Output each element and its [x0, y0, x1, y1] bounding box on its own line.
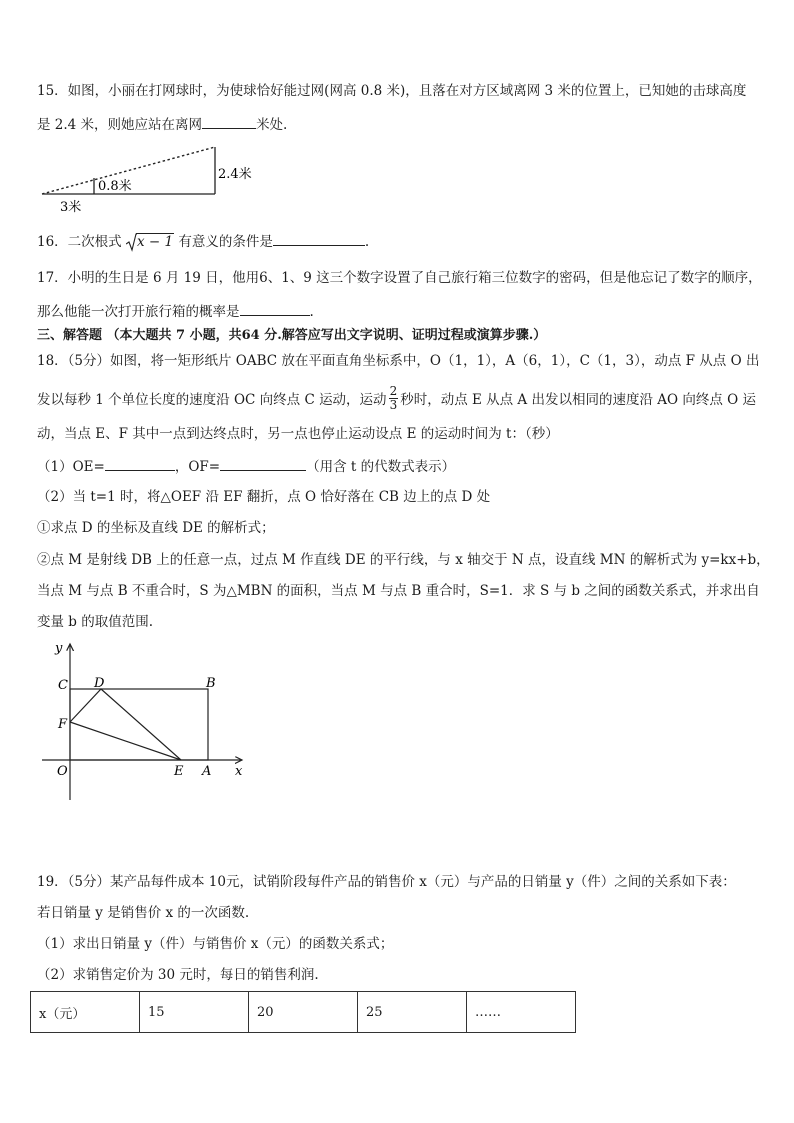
q18-part2: （2）当 t=1 时，将△OEF 沿 EF 翻折，点 O 恰好落在 CB 边上的点 D 处: [37, 489, 491, 505]
q16-text-end: .: [364, 234, 370, 250]
sqrt-radical-icon: [126, 233, 137, 252]
q18-label-a: A: [202, 764, 212, 779]
table-cell: ……: [467, 992, 576, 1033]
q18-p1-c: （用含 t 的代数式表示）: [306, 459, 456, 475]
q18-label-d: D: [94, 676, 105, 691]
table-cell-header: x（元）: [31, 992, 140, 1033]
q17-line1: 17．小明的生日是 6 月 19 日，他用6、1、9 这三个数字设置了自己旅行箱三位数字的密码，但是他忘记了数字的顺序，: [37, 270, 762, 286]
q16-answer-blank[interactable]: [273, 231, 365, 246]
q16-radicand: x − 1: [136, 234, 174, 250]
q18-oe-blank[interactable]: [105, 456, 175, 471]
q18-label-e: E: [174, 764, 184, 779]
section-3-heading: 三、解答题 （本大题共 7 小题，共64 分.解答应写出文字说明、证明过程或演算步骤.）: [37, 328, 547, 343]
q16-sqrt: [126, 232, 174, 252]
q18-line3: 动，当点 E、F 其中一点到达终点时，另一点也停止运动设点 E 的运动时间为 t：（秒）: [37, 426, 559, 442]
q19-part2: （2）求销售定价为 30 元时，每日的销售利润.: [37, 967, 319, 983]
q19-price-table: [30, 991, 576, 1033]
q15-label-net: 0.8米: [98, 179, 132, 194]
q18-figure: [38, 636, 258, 804]
q19-part1: （1）求出日销量 y（件）与销售价 x（元）的函数关系式；: [37, 936, 394, 952]
q15-label-height: 2.4米: [218, 167, 252, 182]
q18-frac-den: 3: [389, 398, 398, 412]
q17-text-a: 那么他能一次打开旅行箱的概率是: [37, 304, 240, 320]
q15-answer-blank[interactable]: [202, 114, 256, 129]
q18-p1-a: （1）OE=: [37, 459, 105, 475]
q15-text-b: 米处.: [256, 117, 288, 133]
q18-fraction: [389, 385, 399, 412]
q19-line2: 若日销量 y 是销售价 x 的一次函数.: [37, 905, 250, 921]
q18-p1-b: ，OF=: [174, 459, 221, 475]
q15-text-a: 是 2.4 米，则她应站在离网: [37, 117, 203, 133]
q17-line2: [37, 301, 314, 322]
q18-part1: [37, 456, 455, 477]
q18-line2: [37, 384, 757, 414]
q18-label-x: x: [235, 764, 243, 779]
q18-text-a: 发以每秒 1 个单位长度的速度沿 OC 向终点 C 运动，运动: [37, 392, 387, 408]
q18-label-y: y: [55, 641, 63, 656]
q18-label-f: F: [58, 717, 68, 732]
q18-frac-num: 2: [389, 384, 398, 398]
table-cell: 20: [249, 992, 358, 1033]
q18-of-blank[interactable]: [220, 456, 306, 471]
q18-part2-2c: 变量 b 的取值范围.: [37, 614, 154, 630]
q17-answer-blank[interactable]: [240, 301, 310, 316]
table-cell: 15: [140, 992, 249, 1033]
q15-line2: [37, 114, 287, 135]
table-cell: 25: [358, 992, 467, 1033]
q19-line1: 19．（5分）某产品每件成本 10元，试销阶段每件产品的销售价 x（元）与产品的日销量 y（件）之间的关系如下表：: [37, 874, 736, 890]
q17-text-b: .: [309, 304, 314, 320]
q16-line: [37, 231, 369, 252]
q18-part2-2a: ②点 M 是射线 DB 上的任意一点，过点 M 作直线 DE 的平行线，与 x 轴交于 N 点，设直线 MN 的解析式为 y=kx+b，: [37, 552, 770, 568]
q18-part2-2b: 当点 M 与点 B 不重合时，S 为△MBN 的面积，当点 M 与点 B 重合时，S=1．求 S 与 b 之间的函数关系式，并求出自: [37, 583, 760, 599]
q16-text-post: 有意义的条件是: [178, 234, 273, 250]
table-row: [31, 992, 576, 1033]
q18-line1: 18．（5分）如图，将一矩形纸片 OABC 放在平面直角坐标系中，O（1，1），A（6，1），C（1，3），动点 F 从点 O 出: [37, 353, 760, 369]
q18-part2-1: ①求点 D 的坐标及直线 DE 的解析式；: [37, 520, 275, 536]
q16-text-pre: 16．二次根式: [37, 234, 122, 250]
q18-label-c: C: [58, 678, 68, 693]
q15-line1: 15．如图，小丽在打网球时，为使球恰好能过网(网高 0.8 米)，且落在对方区域离网 3 米的位置上，已知她的击球高度: [37, 83, 747, 99]
q18-triangle-fde: [70, 689, 181, 760]
q15-label-dist: 3米: [60, 200, 82, 215]
q18-text-b: 秒时，动点 E 从点 A 出发以相同的速度沿 AO 向终点 O 运: [400, 392, 757, 408]
q18-label-o: O: [57, 764, 68, 779]
q15-figure: [36, 140, 266, 216]
q18-label-b: B: [206, 676, 216, 691]
